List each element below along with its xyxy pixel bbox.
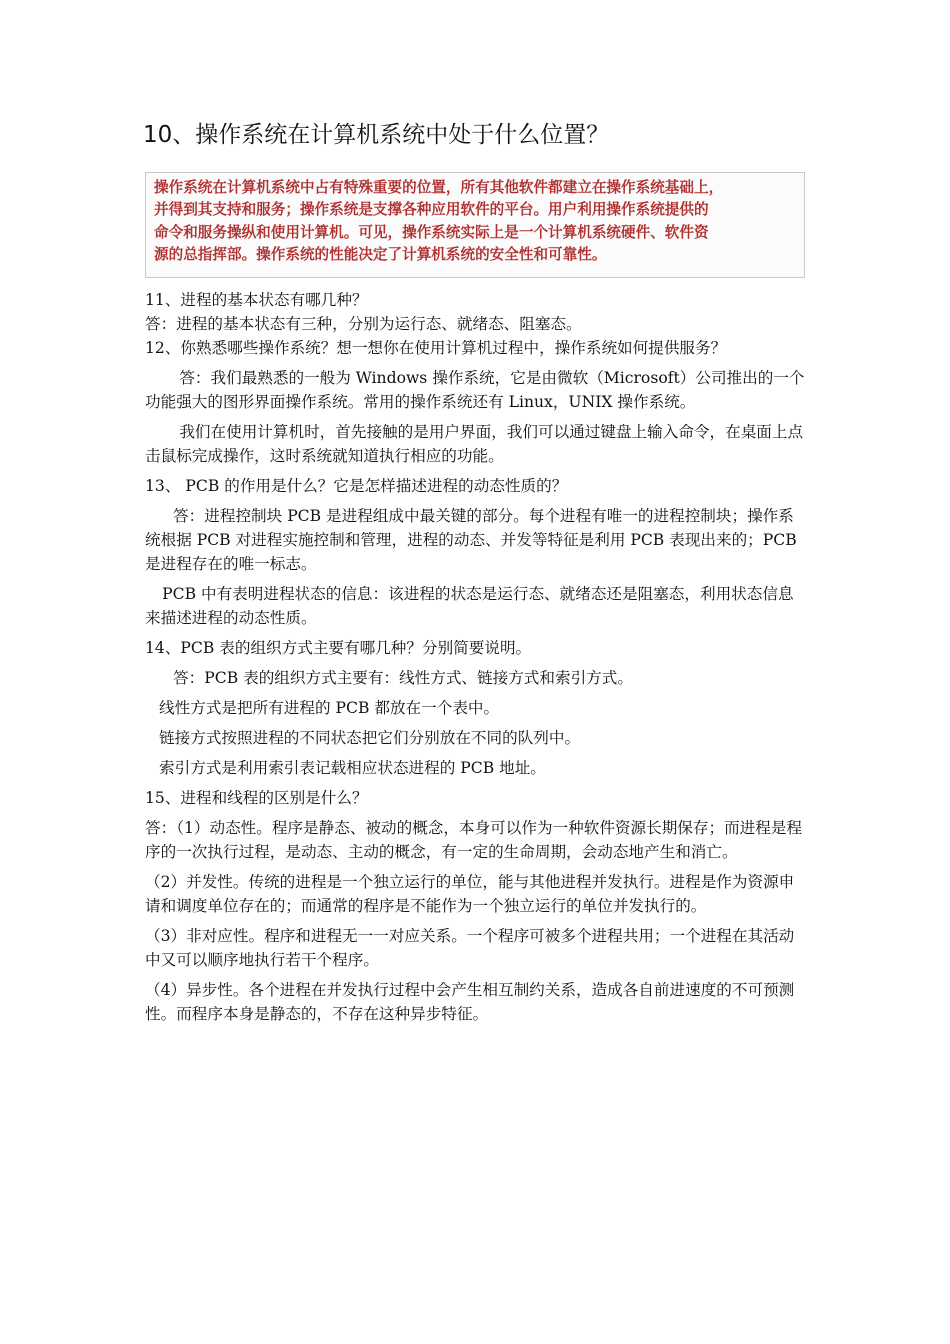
answer-14-linked: 链接方式按照进程的不同状态把它们分别放在不同的队列中。: [159, 729, 581, 747]
question-15: 15、进程和线程的区别是什么？: [145, 789, 368, 807]
answer-10-line: 源的总指挥部。操作系统的性能决定了计算机系统的安全性和可靠性。: [154, 246, 607, 264]
question-11: 11、进程的基本状态有哪几种？: [145, 291, 368, 309]
answer-12-part-1: 答：我们最熟悉的一般为 Windows 操作系统，它是由微软（Microsoft）公司推出的一个功能强大的图形界面操作系统。常用的操作系统还有 Linux，UNIX 操作系统。: [145, 369, 805, 411]
answer-10-line: 操作系统在计算机系统中占有特殊重要的位置，所有其他软件都建立在操作系统基础上，: [154, 179, 724, 196]
answer-14-indexed: 索引方式是利用索引表记载相应状态进程的 PCB 地址。: [159, 759, 546, 777]
answer-13-part-1: 答：进程控制块 PCB 是进程组成中最关键的部分。每个进程有唯一的进程控制块；操作系统根据 PCB 对进程实施控制和管理，进程的动态、并发等特征是利用 PCB 表现出来的；PCB 是进程存在的唯一标志。: [145, 507, 797, 573]
question-13: 13、 PCB 的作用是什么？它是怎样描述进程的动态性质的？: [145, 477, 568, 495]
question-14: 14、PCB 表的组织方式主要有哪几种？分别简要说明。: [145, 639, 532, 657]
answer-14-intro: 答：PCB 表的组织方式主要有：线性方式、链接方式和索引方式。: [173, 669, 633, 687]
answer-15-point-2: （2）并发性。传统的进程是一个独立运行的单位，能与其他进程并发执行。进程是作为资源申请和调度单位存在的；而通常的程序是不能作为一个独立运行的单位并发执行的。: [145, 873, 795, 915]
answer-15-point-3: （3）非对应性。程序和进程无一一对应关系。一个程序可被多个进程共用；一个进程在其活动中又可以顺序地执行若干个程序。: [145, 927, 795, 969]
answer-10-screenshot-box: [145, 172, 805, 278]
answer-14-linear: 线性方式是把所有进程的 PCB 都放在一个表中。: [159, 699, 500, 717]
answer-10-line: 并得到其支持和服务；操作系统是支撑各种应用软件的平台。用户利用操作系统提供的: [154, 201, 709, 219]
answer-13-part-2: PCB 中有表明进程状态的信息：该进程的状态是运行态、就绪态还是阻塞态，利用状态信息来描述进程的动态性质。: [145, 585, 794, 627]
answer-11: 答：进程的基本状态有三种，分别为运行态、就绪态、阻塞态。: [145, 315, 582, 333]
answer-10-line: 命令和服务操纵和使用计算机。可见，操作系统实际上是一个计算机系统硬件、软件资: [154, 223, 709, 241]
document-body: [145, 288, 807, 1026]
answer-15-point-4: （4）异步性。各个进程在并发执行过程中会产生相互制约关系，造成各自前进速度的不可预测性。而程序本身是静态的，不存在这种异步特征。: [145, 981, 795, 1023]
answer-12-part-2: 我们在使用计算机时，首先接触的是用户界面，我们可以通过键盘上输入命令，在桌面上点击鼠标完成操作，这时系统就知道执行相应的功能。: [145, 423, 804, 465]
question-10-heading: 10、操作系统在计算机系统中处于什么位置？: [143, 122, 610, 148]
question-12: 12、你熟悉哪些操作系统？想一想你在使用计算机过程中，操作系统如何提供服务？: [145, 339, 727, 357]
answer-15-point-1: 答：（1）动态性。程序是静态、被动的概念，本身可以作为一种软件资源长期保存；而进程是程序的一次执行过程，是动态、主动的概念，有一定的生命周期，会动态地产生和消亡。: [145, 819, 803, 861]
